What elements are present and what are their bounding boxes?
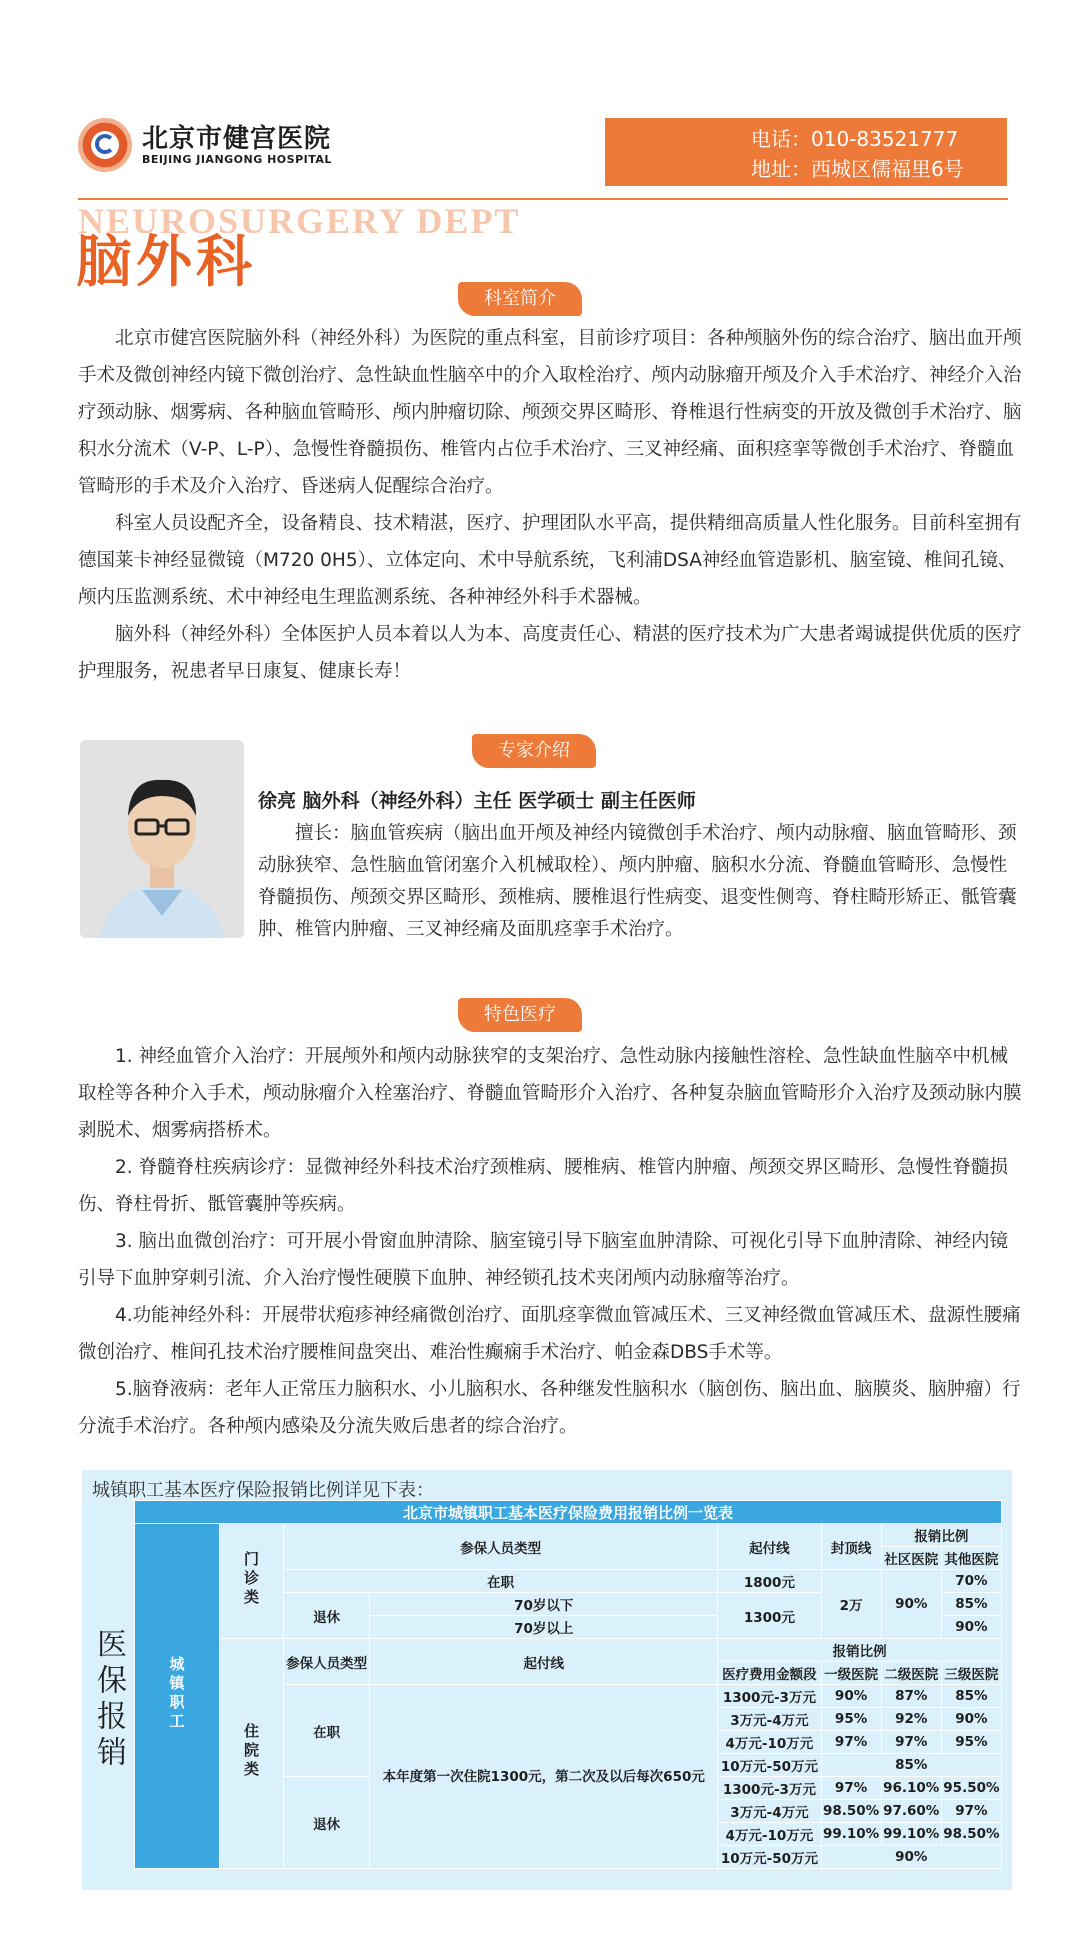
hospital-name-cn: 北京市健宫医院 [142, 123, 332, 154]
table-cell: 85% [941, 1685, 1001, 1708]
intro-paragraph: 脑外科（神经外科）全体医护人员本着以人为本、高度责任心、精湛的医疗技术为广大患者竭诚提供优质的医疗护理服务，祝患者早日康复、健康长寿！ [78, 624, 1022, 682]
feature-item: 2. 脊髓脊柱疾病诊疗：显微神经外科技术治疗颈椎病、腰椎病、椎管内肿瘤、颅颈交界区畸形、急慢性脊髓损伤、脊柱骨折、骶管囊肿等疾病。 [78, 1157, 1009, 1215]
hospital-logo [78, 118, 332, 172]
table-cell: 98.50% [821, 1800, 881, 1823]
table-cell: 1300元-3万元 [718, 1777, 821, 1800]
table-cell: 90% [821, 1685, 881, 1708]
table-cell: 4万元-10万元 [718, 1823, 821, 1846]
table-cell: 在职 [284, 1570, 718, 1593]
table-cell: 退休 [284, 1593, 370, 1639]
hospital-name-en: BEIJING JIANGONG HOSPITAL [142, 152, 332, 166]
table-cell: 97.60% [881, 1800, 941, 1823]
table-cell: 87% [881, 1685, 941, 1708]
address-text: 地址：西城区儒福里6号 [751, 157, 964, 181]
table-cell: 90% [821, 1846, 1001, 1869]
department-title-en: NEUROSURGERY DEPT [78, 201, 521, 241]
table-cell: 96.10% [881, 1777, 941, 1800]
header-cell: 社区医院 [881, 1547, 941, 1570]
hospital-emblem-icon [78, 118, 132, 172]
header-cell: 一级医院 [821, 1662, 881, 1685]
table-cell: 95% [821, 1708, 881, 1731]
feature-item: 3. 脑出血微创治疗：可开展小骨窗血肿清除、脑室镜引导下脑室血肿清除、可视化引导下血肿清除、神经内镜引导下血肿穿刺引流、介入治疗慢性硬膜下血肿、神经锁孔技术夹闭颅内动脉瘤等治疗。 [78, 1231, 1009, 1289]
features-list [78, 1038, 1024, 1445]
table-cell: 85% [941, 1593, 1001, 1616]
table-cell: 90% [941, 1708, 1001, 1731]
table-cell: 95% [941, 1731, 1001, 1754]
header-cell: 其他医院 [941, 1547, 1001, 1570]
header-cell: 起付线 [718, 1524, 821, 1570]
header-cell: 医疗费用金额段 [718, 1662, 821, 1685]
intro-paragraph: 北京市健宫医院脑外科（神经外科）为医院的重点科室，目前诊疗项目：各种颅脑外伤的综合治疗、脑出血开颅手术及微创神经内镜下微创治疗、急性缺血性脑卒中的介入取栓治疗、颅内动脉瘤开颅及介入手术治疗、神经介入治疗颈动脉、烟雾病、各种脑血管畸形、颅内肿瘤切除、颅颈交界区畸形、脊椎退行性病变的开放及微创手术治疗、脑积水分流术（V-P、L-P）、急慢性脊髓损伤、椎管内占位手术治疗、三叉神经痛、面积痉挛等微创手术治疗、脊髓血管畸形的手术及介入治疗、昏迷病人促醒综合治疗。 [78, 328, 1022, 497]
expert-name: 徐亮 脑外科（神经外科）主任 医学硕士 副主任医师 [258, 790, 696, 812]
header-cell: 三级医院 [941, 1662, 1001, 1685]
phone-text: 电话：010-83521777 [751, 127, 959, 151]
intro-text [78, 320, 1024, 690]
table-cell: 1300元-3万元 [718, 1685, 821, 1708]
header-cell: 封顶线 [821, 1524, 881, 1570]
table-cell: 1800元 [718, 1570, 821, 1593]
table-cell: 70岁以下 [370, 1593, 718, 1616]
table-cell: 97% [941, 1800, 1001, 1823]
table-cell: 退休 [284, 1777, 370, 1869]
table-cell: 99.10% [821, 1823, 881, 1846]
table-cell: 90% [941, 1616, 1001, 1639]
table-cell: 在职 [284, 1685, 370, 1777]
outpatient-label: 门诊类 [220, 1524, 284, 1639]
section-badge-expert: 专家介绍 [472, 734, 596, 768]
table-cell: 97% [821, 1777, 881, 1800]
table-cell: 2万 [821, 1570, 881, 1639]
inpatient-label: 住院类 [220, 1639, 284, 1869]
group-label: 城镇职工 [135, 1524, 220, 1869]
table-title: 北京市城镇职工基本医疗保险费用报销比例一览表 [135, 1501, 1002, 1524]
table-cell: 10万元-50万元 [718, 1754, 821, 1777]
table-cell: 97% [821, 1731, 881, 1754]
table-cell: 98.50% [941, 1823, 1001, 1846]
table-cell: 3万元-4万元 [718, 1800, 821, 1823]
table-cell: 97% [881, 1731, 941, 1754]
header-cell: 二级医院 [881, 1662, 941, 1685]
section-badge-features: 特色医疗 [458, 998, 582, 1032]
insurance-side-label: 医保报销 [91, 1628, 126, 1772]
header-cell: 报销比例 [881, 1524, 1001, 1547]
section-badge-intro: 科室简介 [458, 282, 582, 316]
header-cell: 起付线 [370, 1639, 718, 1685]
insurance-table [134, 1500, 1002, 1869]
feature-item: 1. 神经血管介入治疗：开展颅外和颅内动脉狭窄的支架治疗、急性动脉内接触性溶栓、急性缺血性脑卒中机械取栓等各种介入手术，颅动脉瘤介入栓塞治疗、脊髓血管畸形介入治疗、各种复杂脑血管畸形介入治疗及颈动脉内膜剥脱术、烟雾病搭桥术。 [78, 1046, 1022, 1141]
table-cell: 99.10% [881, 1823, 941, 1846]
intro-paragraph: 科室人员设配齐全，设备精良、技术精湛，医疗、护理团队水平高，提供精细高质量人性化服务。目前科室拥有德国莱卡神经显微镜（M720 0H5）、立体定向、术中导航系统，飞利浦DSA神经血管造影机、脑室镜、椎间孔镜、颅内压监测系统、术中神经电生理监测系统、各种神经外科手术器械。 [78, 513, 1022, 608]
expert-description: 擅长：脑血管疾病（脑出血开颅及神经内镜微创手术治疗、颅内动脉瘤、脑血管畸形、颈动脉狭窄、急性脑血管闭塞介入机械取栓）、颅内肿瘤、脑积水分流、脊髓血管畸形、急慢性脊髓损伤、颅颈交界区畸形、颈椎病、腰椎退行性病变、退变性侧弯、脊柱畸形矫正、骶管囊肿、椎管内肿瘤、三叉神经痛及面肌痉挛手术治疗。 [258, 823, 1017, 940]
table-cell: 1300元 [718, 1593, 821, 1639]
insurance-caption: 城镇职工基本医疗保险报销比例详见下表： [92, 1480, 434, 1501]
table-cell: 90% [881, 1570, 941, 1639]
header-cell: 参保人员类型 [284, 1524, 718, 1570]
feature-item: 4.功能神经外科：开展带状疱疹神经痛微创治疗、面肌痉挛微血管减压术、三叉神经微血管减压术、盘源性腰痛微创治疗、椎间孔技术治疗腰椎间盘突出、难治性癫痫手术治疗、帕金森DBS手术等。 [78, 1305, 1021, 1363]
insurance-panel [82, 1470, 1012, 1890]
table-cell: 95.50% [941, 1777, 1001, 1800]
contact-box [605, 118, 1007, 186]
table-cell: 本年度第一次住院1300元，第二次及以后每次650元 [370, 1685, 718, 1869]
table-cell: 4万元-10万元 [718, 1731, 821, 1754]
feature-item: 5.脑脊液病：老年人正常压力脑积水、小儿脑积水、各种继发性脑积水（脑创伤、脑出血、脑膜炎、脑肿瘤）行分流手术治疗。各种颅内感染及分流失败后患者的综合治疗。 [78, 1379, 1021, 1437]
header-cell: 参保人员类型 [284, 1639, 370, 1685]
table-cell: 70% [941, 1570, 1001, 1593]
table-cell: 10万元-50万元 [718, 1846, 821, 1869]
expert-photo [80, 740, 244, 938]
table-cell: 85% [821, 1754, 1001, 1777]
table-cell: 70岁以上 [370, 1616, 718, 1639]
header-cell: 报销比例 [718, 1639, 1002, 1662]
department-title-cn: 脑外科 [76, 230, 256, 295]
table-cell: 92% [881, 1708, 941, 1731]
expert-portrait-icon [80, 740, 244, 938]
table-cell: 3万元-4万元 [718, 1708, 821, 1731]
